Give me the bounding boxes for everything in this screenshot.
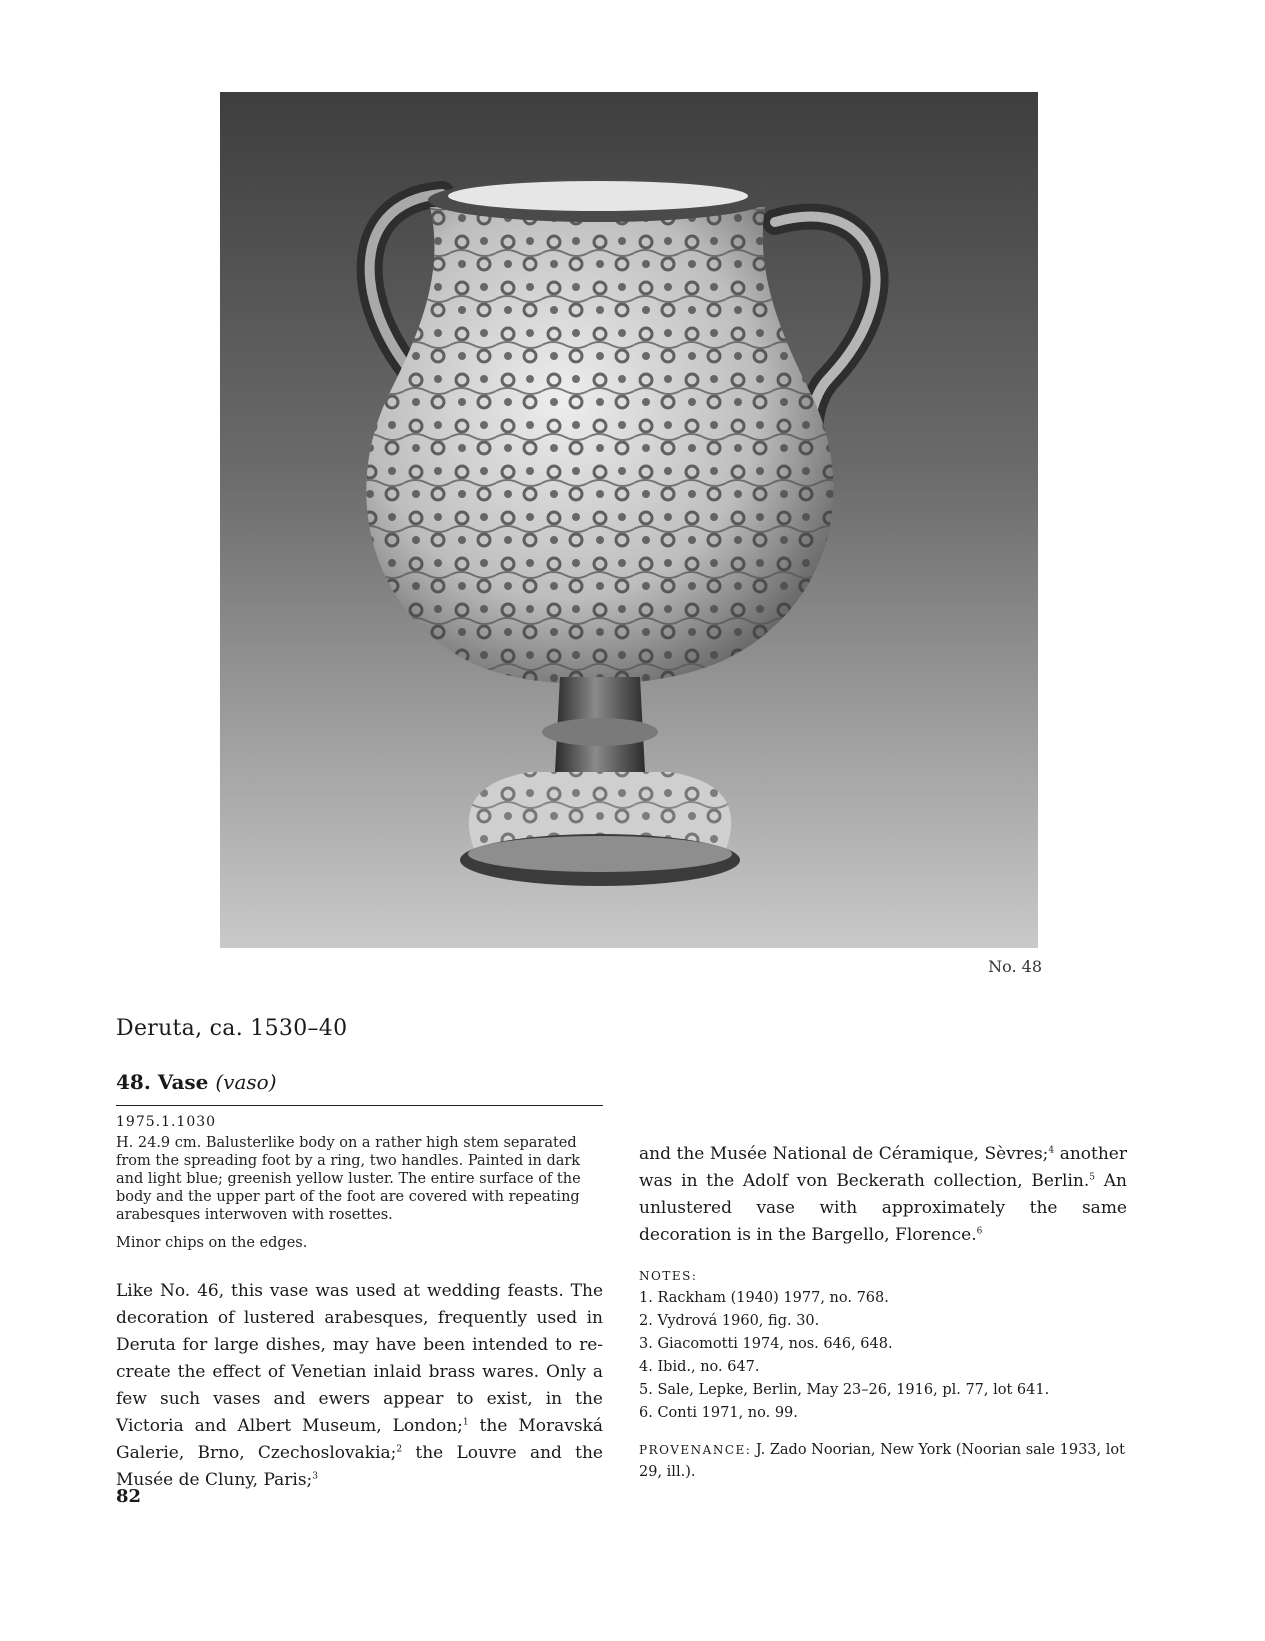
right-column [639,1141,1127,1483]
note-item: 2. Vydrová 1960, fig. 30. [639,1313,820,1329]
period-heading: Deruta, ca. 1530–40 [116,1016,348,1041]
commentary-text: An unlustered vase with approximately the same decoration is in the Bargello, Florence. [639,1171,1127,1245]
provenance [639,1439,1127,1483]
entry-title [116,1070,277,1094]
vase-photograph [220,92,1038,948]
object-description: H. 24.9 cm. Balusterlike body on a rather high stem separated from the spreading foot by a ring, two handles. Painted in dark and light blue; greenish yellow luster. The entire surface of the body and the upper part of the foot are covered with repeating arabesques interwoven with rosettes. [116,1135,581,1223]
notes-heading: NOTES: [639,1269,698,1283]
note-item: 4. Ibid., no. 647. [639,1359,760,1375]
note-item: 3. Giacomotti 1974, nos. 646, 648. [639,1336,893,1352]
footnote-ref: 2 [396,1444,403,1455]
footnote-ref: 6 [976,1226,983,1237]
commentary-text: the Moravská Galerie, Brno, Czechoslovakia; [116,1416,603,1463]
footnote-ref: 5 [1089,1172,1096,1183]
commentary-text: the Louvre and the Musée de Cluny, Paris; [116,1443,603,1490]
commentary-right [639,1141,1127,1249]
entry-name: Vase [157,1070,209,1094]
note-item: 1. Rackham (1940) 1977, no. 768. [639,1290,889,1306]
entry-number: 48. [116,1070,151,1094]
footnote-ref: 4 [1048,1145,1055,1156]
footnote-ref: 3 [312,1471,319,1482]
title-rule [116,1105,603,1106]
condition-note: Minor chips on the edges. [116,1235,308,1251]
accession-number: 1975.1.1030 [116,1114,217,1130]
entry-italian-name: (vaso) [215,1070,277,1094]
commentary-left [116,1278,603,1494]
plate-label: No. 48 [988,957,1042,976]
provenance-text: J. Zado Noorian, New York (Noorian sale 1933, lot 29, ill.). [639,1442,1125,1480]
commentary-text: Like No. 46, this vase was used at wedding feasts. The decoration of lustered arabesques, frequently used in Deruta for large dishes, may have been intended to re-create the effect of Venetian inlaid brass wares. Only a few such vases and ewers appear to exist, in the Victoria and Albert Museum, London; [116,1281,603,1436]
commentary-text: another was in the Adolf von Beckerath collection, Berlin. [639,1144,1127,1191]
page-number: 82 [116,1486,142,1507]
note-item: 5. Sale, Lepke, Berlin, May 23–26, 1916, pl. 77, lot 641. [639,1382,1050,1398]
footnote-ref: 1 [462,1417,469,1428]
provenance-label: PROVENANCE: [639,1443,752,1457]
notes-list [639,1287,1127,1425]
commentary-text: and the Musée National de Céramique, Sèvres; [639,1144,1049,1164]
note-item: 6. Conti 1971, no. 99. [639,1405,798,1421]
left-column [116,1114,603,1494]
